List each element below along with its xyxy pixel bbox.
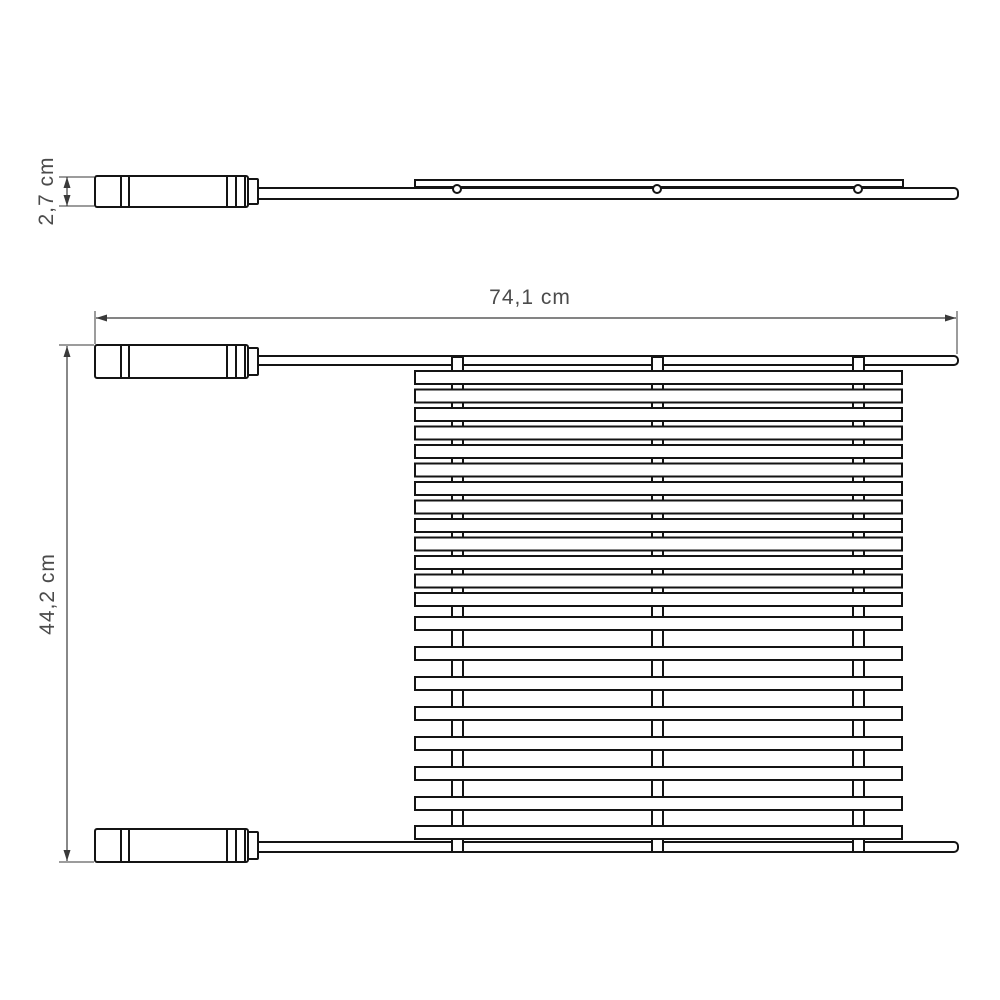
height-dim-arrow-down bbox=[64, 850, 71, 861]
grate-slat bbox=[415, 677, 902, 690]
width-dimension-label: 74,1 cm bbox=[489, 286, 571, 309]
thickness-dimension-label: 2,7 cm bbox=[35, 156, 58, 226]
plan-view-bottom-handle-body bbox=[95, 829, 248, 862]
grate-slat bbox=[415, 427, 902, 440]
grate-slat bbox=[415, 482, 902, 495]
rivet bbox=[453, 185, 461, 193]
grate-slat bbox=[415, 501, 902, 514]
grate-slat bbox=[415, 647, 902, 660]
grate-slat bbox=[415, 408, 902, 421]
grate-slat bbox=[415, 737, 902, 750]
grate-slat bbox=[415, 707, 902, 720]
grate-slat bbox=[415, 538, 902, 551]
width-dim-arrow-left bbox=[96, 315, 107, 322]
side-view-handle-cap bbox=[248, 179, 258, 204]
side-view-frame-bar bbox=[257, 188, 958, 199]
width-dim-arrow-right bbox=[945, 315, 956, 322]
grate-slat bbox=[415, 556, 902, 569]
grate-slat bbox=[415, 371, 902, 384]
grate-slat bbox=[415, 519, 902, 532]
rivet bbox=[653, 185, 661, 193]
plan-view-bottom-handle-cap bbox=[248, 832, 258, 859]
height-dim-arrow-up bbox=[64, 346, 71, 357]
grate-slat bbox=[415, 464, 902, 477]
plan-view-top-handle-body bbox=[95, 345, 248, 378]
grate-slat bbox=[415, 445, 902, 458]
grate-slat bbox=[415, 797, 902, 810]
grate-slat bbox=[415, 575, 902, 588]
grate-slat bbox=[415, 617, 902, 630]
grate-slat bbox=[415, 767, 902, 780]
grate-slat bbox=[415, 826, 902, 839]
grate-slat bbox=[415, 593, 902, 606]
height-dimension-label: 44,2 cm bbox=[36, 553, 59, 635]
rivet bbox=[854, 185, 862, 193]
thickness-dim-arrow-up bbox=[64, 177, 71, 188]
plan-view-top-handle-cap bbox=[248, 348, 258, 375]
side-view-handle-body bbox=[95, 176, 248, 207]
grate-slat bbox=[415, 390, 902, 403]
thickness-dim-arrow-down bbox=[64, 195, 71, 206]
